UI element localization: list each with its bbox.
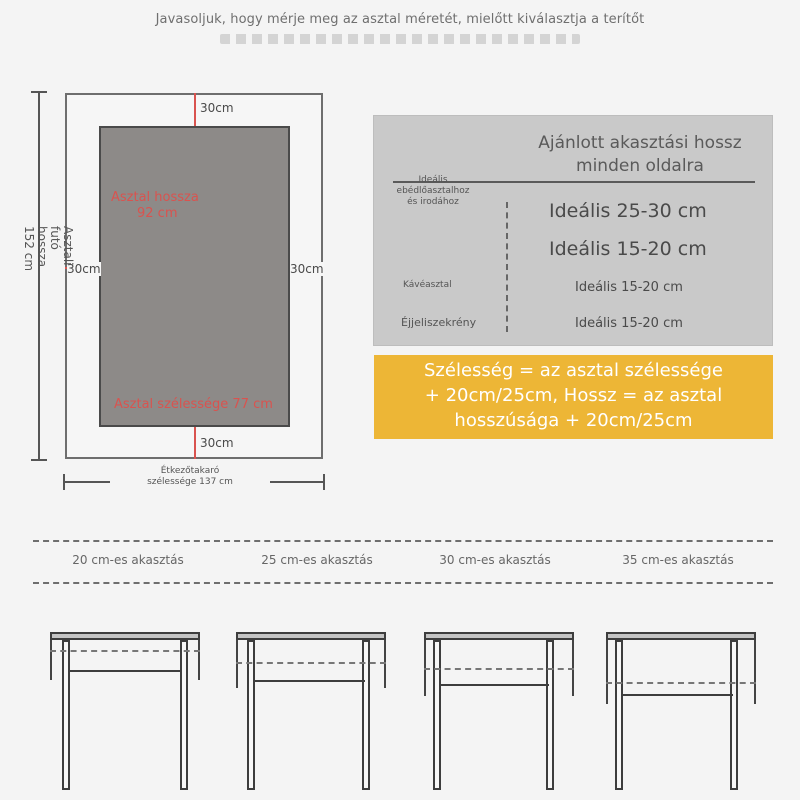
table-leg (546, 640, 554, 790)
row-value-coffee: Ideális 15-20 cm (575, 280, 683, 295)
dashed-separator-bottom (33, 582, 773, 584)
table-top (424, 632, 574, 640)
cloth-drop (50, 640, 52, 680)
instruction-note: Javasoljuk, hogy mérje meg az asztal méretét, mielőtt kiválasztja a terítőt (155, 12, 645, 27)
size-formula-box: Szélesség = az asztal szélessége + 20cm/25cm, Hossz = az asztal hosszúsága + 20cm/25cm (374, 355, 773, 439)
drop-label-30: 30 cm-es akasztás (439, 553, 551, 567)
cloth-hem-line (606, 682, 756, 684)
dashed-separator-top (33, 540, 773, 542)
row-value-nightstand: Ideális 15-20 cm (575, 316, 683, 331)
faded-text-line (220, 34, 580, 44)
cloth-drop (236, 640, 238, 688)
table-top-rect (99, 126, 290, 427)
table-top (50, 632, 200, 640)
margin-top-line (194, 93, 196, 126)
cloth-hem-line (424, 668, 574, 670)
dimension-tick (63, 474, 65, 490)
cloth-drop (198, 640, 200, 680)
cloth-drop (606, 640, 608, 704)
cloth-drop (754, 640, 756, 704)
row-label-nightstand: Éjjeliszekrény (401, 316, 477, 329)
margin-top-label: 30cm (200, 101, 234, 115)
table-leg (730, 640, 738, 790)
dimension-tick (31, 91, 47, 93)
table-leg (62, 640, 70, 790)
row-value-second: Ideális 15-20 cm (549, 238, 707, 260)
table-leg (615, 640, 623, 790)
margin-left-label: 30cm (67, 262, 101, 276)
table-rail (439, 684, 549, 686)
drop-label-20: 20 cm-es akasztás (72, 553, 184, 567)
dimension-tick (323, 474, 325, 490)
row-value-dining: Ideális 25-30 cm (549, 200, 707, 222)
panel-title: Ajánlott akasztási hossz minden oldalra (538, 133, 742, 176)
runner-length-label: Asztali futó hossza 152 cm (22, 226, 75, 272)
table-leg (180, 640, 188, 790)
table-length-label: Asztal hossza 92 cm (111, 190, 199, 221)
cloth-drop (384, 640, 386, 688)
runner-width-label: Étkezőtakaró szélessége 137 cm (110, 466, 270, 488)
row-label-coffee: Kávéasztal (403, 280, 452, 290)
cloth-hem-line (50, 650, 200, 652)
table-top (236, 632, 386, 640)
cloth-hem-line (236, 662, 386, 664)
table-width-label: Asztal szélessége 77 cm (114, 397, 273, 412)
margin-right-label: 30cm (290, 262, 324, 276)
dimension-tick (31, 459, 47, 461)
drop-label-25: 25 cm-es akasztás (261, 553, 373, 567)
margin-bottom-line (194, 427, 196, 459)
margin-bottom-label: 30cm (200, 436, 234, 450)
row-label-dining: Ideális ebédlőasztalhoz és irodához (396, 175, 470, 207)
table-rail (621, 694, 733, 696)
table-rail (253, 680, 365, 682)
drop-label-35: 35 cm-es akasztás (622, 553, 734, 567)
table-leg (433, 640, 441, 790)
table-top (606, 632, 756, 640)
table-rail (68, 670, 182, 672)
panel-dashed-divider (506, 202, 508, 332)
